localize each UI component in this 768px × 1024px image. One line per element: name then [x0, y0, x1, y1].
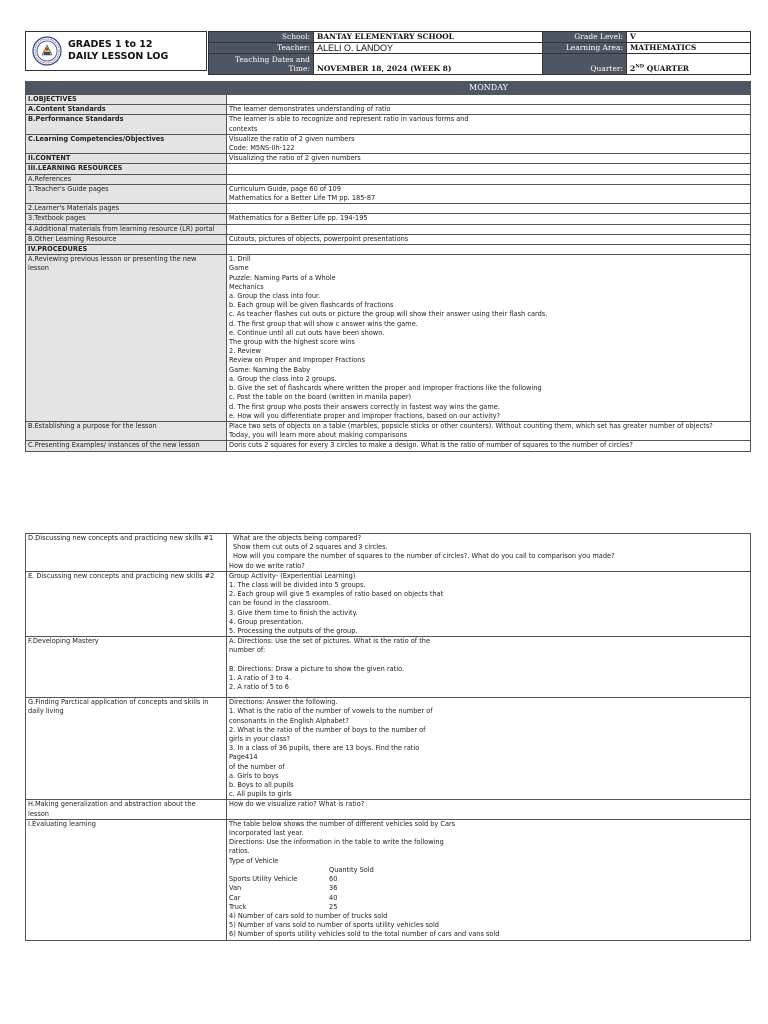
- proc-g-line: consonants in the English Alphabet?: [229, 716, 349, 725]
- proc-e-line: 2. Each group will give 5 examples of ratio based on objects that: [229, 590, 444, 599]
- row-performance-standards: [26, 115, 751, 134]
- procedure-h-value: How do we visualize ratio? What is ratio?: [227, 800, 751, 819]
- tg-line: Curriculum Guide, page 60 of 109: [229, 184, 341, 193]
- teachers-guide-value: [227, 184, 751, 203]
- proc-i-question: 5) Number of vans sold to number of sports utility vehicles sold: [229, 921, 439, 930]
- procedure-f-value: [227, 637, 751, 698]
- proc-i-question: 6) Number of sports utility vehicles sold to the total number of cars and vans sold: [229, 930, 500, 939]
- vehicle-qty: 25: [329, 902, 338, 911]
- proc-f-line: 2. A ratio of 5 to 6: [229, 683, 289, 692]
- performance-standards-label: B.Performance Standards: [26, 115, 227, 134]
- proc-g-line: 3. In a class of 36 pupils, there are 13 boys. Find the ratio: [229, 744, 420, 753]
- other-resource-value: Cutouts, pictures of objects, powerpoint presentations: [227, 234, 751, 244]
- proc-g-line: girls in your class?: [229, 735, 290, 744]
- proc-g-line: 1. What is the ratio of the number of vowels to the number of: [229, 707, 433, 716]
- proc-d-line: How will you compare the number of squares to the number of circles?. What do you call to comparison you made?: [233, 552, 615, 561]
- procedure-g-value: [227, 698, 751, 800]
- objectives-label: I.OBJECTIVES: [26, 95, 227, 105]
- teacher-value: ALELI O. LANDOY: [314, 43, 543, 54]
- procedure-a-label: [26, 255, 227, 422]
- performance-line: contexts: [229, 124, 258, 133]
- proc-i-line: Directions: Use the information in the table to write the following: [229, 838, 444, 847]
- procedure-g-label: [26, 698, 227, 800]
- row-content-standards: [26, 105, 751, 115]
- row-procedure-h: [26, 800, 751, 819]
- procedure-c-value: Doris cuts 2 squares for every 3 circles to make a design. What is the ratio of number of squares to the number of circles?: [227, 441, 751, 451]
- proc-g-line: 2. What is the ratio of the number of boys to the number of: [229, 725, 426, 734]
- proc-a-line: d. The first group that will show c answer wins the game.: [229, 319, 418, 328]
- row-procedure-b: [26, 421, 751, 440]
- procedure-h-label: [26, 800, 227, 819]
- proc-a-line: d. The first group who posts their answers correctly in fastest way wins the game.: [229, 402, 500, 411]
- row-resources: [26, 164, 751, 174]
- procedure-b-label: B.Establishing a purpose for the lesson: [26, 421, 227, 440]
- header-title-box: [25, 31, 207, 71]
- proc-i-question: 4) Number of cars sold to number of trucks sold: [229, 911, 388, 920]
- dates-label: [209, 54, 314, 75]
- proc-i-line: ratios.: [229, 847, 250, 856]
- content-standards-value: The learner demonstrates understanding of ratio: [227, 105, 751, 115]
- procedure-d-label: D.Discussing new concepts and practicing new skills #1: [26, 534, 227, 572]
- grade-label: Grade Level:: [543, 32, 627, 43]
- proc-e-line: 4. Group presentation.: [229, 617, 304, 626]
- vehicle-row: [229, 875, 748, 884]
- textbook-label: 3.Textbook pages: [26, 214, 227, 224]
- vehicle-name: Car: [229, 893, 241, 902]
- procedure-g-label-line: G.Finding Parctical application of concepts and skills in: [28, 698, 209, 707]
- procedure-e-value: [227, 571, 751, 636]
- procedure-d-value: [227, 534, 751, 572]
- procedure-h-label-line: H.Making generalization and abstraction about the: [28, 800, 196, 809]
- log-title: [68, 39, 168, 63]
- procedure-i-label: I.Evaluating learning: [26, 819, 227, 940]
- procedure-a-label-line: lesson: [28, 264, 49, 273]
- content-label: II.CONTENT: [26, 154, 227, 164]
- title-daily-lesson-log: DAILY LESSON LOG: [68, 51, 169, 62]
- proc-a-line: The group with the highest score wins: [229, 338, 355, 347]
- proc-a-line: b. Each group will be given flashcards of fractions: [229, 301, 394, 310]
- vehicle-name: Truck: [229, 902, 247, 911]
- proc-i-line: Incorporated last year.: [229, 829, 304, 838]
- proc-a-line: e. How will you differentiate proper and improper fractions, based on our activity?: [229, 411, 501, 420]
- header-info-table: [208, 31, 751, 75]
- proc-f-line: [229, 656, 748, 665]
- proc-a-line: c. As teacher flashes cut outs or picture the group will show their answer using their flash cards.: [229, 310, 548, 319]
- vehicle-name: Van: [229, 884, 242, 893]
- proc-a-line: 1. Drill: [229, 255, 251, 264]
- proc-e-line: Group Activity- (Experiential Learning): [229, 571, 356, 580]
- proc-a-line: Game: Naming the Baby: [229, 365, 311, 374]
- proc-a-line: e. Continue until all cut outs have been shown.: [229, 328, 385, 337]
- performance-line: The learner is able to recognize and represent ratio in various forms and: [229, 115, 469, 124]
- quarter-number: 2: [630, 64, 636, 73]
- other-resource-label: B.Other Learning Resource: [26, 234, 227, 244]
- proc-a-line: Puzzle: Naming Parts of a Whole: [229, 273, 336, 282]
- deped-seal-icon: [32, 36, 62, 66]
- vehicle-row: [229, 884, 748, 893]
- vehicle-qty: 60: [329, 875, 338, 884]
- proc-g-line: of the number of: [229, 762, 285, 771]
- procedure-e-label: E. Discussing new concepts and practicing new skills #2: [26, 571, 227, 636]
- proc-g-line: Directions: Answer the following.: [229, 698, 338, 707]
- competencies-label: C.Learning Competencies/Objectives: [26, 134, 227, 153]
- quarter-value: [627, 54, 751, 75]
- row-procedure-g: [26, 698, 751, 800]
- competency-line: Visualize the ratio of 2 given numbers: [229, 134, 355, 143]
- competency-code: Code: M5NS-IIh-122: [229, 144, 295, 153]
- proc-f-line: B. Directions: Draw a picture to show the given ratio.: [229, 664, 405, 673]
- teacher-label: Teacher:: [209, 43, 314, 54]
- references-label: A.References: [26, 174, 227, 184]
- row-procedure-d: [26, 534, 751, 572]
- proc-d-line: What are the objects being compared?: [233, 534, 362, 542]
- row-procedure-a: [26, 255, 751, 422]
- performance-standards-value: [227, 115, 751, 134]
- procedure-f-label: F.Developing Mastery: [26, 637, 227, 698]
- proc-g-line: a. Girls to boys: [229, 771, 279, 780]
- row-procedure-e: [26, 571, 751, 636]
- vehicle-qty: 40: [329, 893, 338, 902]
- grade-value: V: [627, 32, 751, 43]
- proc-g-line: c. All pupils to girls: [229, 790, 292, 799]
- area-value: MATHEMATICS: [627, 43, 751, 54]
- procedure-b-value: [227, 421, 751, 440]
- row-references: [26, 174, 751, 184]
- procedure-c-label: C.Presenting Examples/ instances of the new lesson: [26, 441, 227, 451]
- dates-label-line2: Time:: [288, 64, 310, 73]
- proc-d-line: How do we write ratio?: [229, 561, 305, 570]
- lesson-table-part1: [25, 81, 751, 452]
- competencies-value: [227, 134, 751, 153]
- area-label: Learning Area:: [543, 43, 627, 54]
- row-textbook: [26, 214, 751, 224]
- teachers-guide-label: 1.Teacher's Guide pages: [26, 184, 227, 203]
- row-teachers-guide: [26, 184, 751, 203]
- title-grades: GRADES 1 to 12: [68, 39, 153, 50]
- school-value: BANTAY ELEMENTARY SCHOOL: [314, 32, 543, 43]
- textbook-value: Mathematics for a Better Life pp. 194-195: [227, 214, 751, 224]
- proc-e-line: 3. Give them time to finish the activity.: [229, 608, 358, 617]
- procedures-label: IV.PROCEDURES: [26, 245, 227, 255]
- procedure-h-label-line: lesson: [28, 809, 49, 818]
- row-lr-portal: [26, 224, 751, 234]
- procedure-a-label-line: A.Reviewing previous lesson or presenting the new: [28, 255, 197, 264]
- school-label: School:: [209, 32, 314, 43]
- proc-g-line: Page414: [229, 753, 258, 762]
- dates-label-line1: Teaching Dates and: [234, 55, 310, 64]
- quarter-word: QUARTER: [644, 64, 690, 73]
- vehicle-type-header: Type of Vehicle: [229, 856, 279, 865]
- day-header: MONDAY: [227, 82, 751, 95]
- proc-e-line: 5. Processing the outputs of the group.: [229, 627, 358, 636]
- row-procedures: [26, 245, 751, 255]
- row-procedure-i: [26, 819, 751, 940]
- proc-a-line: Review on Proper and Improper Fractions: [229, 356, 365, 365]
- procedure-g-label-line: daily living: [28, 707, 64, 716]
- vehicle-row: [229, 894, 748, 903]
- quarter-suffix: ND: [635, 63, 645, 70]
- proc-a-line: a. Group the class into 2 groups.: [229, 374, 337, 383]
- day-header-row: [26, 82, 751, 95]
- proc-i-line: The table below shows the number of different vehicles sold by Cars: [229, 819, 456, 828]
- resources-label: III.LEARNING RESOURCES: [26, 164, 227, 174]
- proc-f-line: A. Directions: Use the set of pictures. What is the ratio of the: [229, 637, 431, 646]
- row-content: [26, 154, 751, 164]
- proc-a-line: a. Group the class into four.: [229, 292, 321, 301]
- quarter-label: Quarter:: [543, 54, 627, 75]
- proc-a-line: 2. Review: [229, 347, 261, 356]
- tg-line: Mathematics for a Better Life TM pp. 185-87: [229, 194, 376, 203]
- proc-e-line: can be found in the classroom.: [229, 599, 331, 608]
- content-value: Visualizing the ratio of 2 given numbers: [227, 154, 751, 164]
- vehicle-row: [229, 903, 748, 912]
- row-procedure-f: [26, 637, 751, 698]
- proc-a-line: Mechanics: [229, 282, 264, 291]
- proc-d-line: Show them cut outs of 2 squares and 3 circles.: [233, 543, 388, 552]
- content-standards-label: A.Content Standards: [26, 105, 227, 115]
- proc-f-line: number of:: [229, 646, 266, 655]
- vehicle-name: Sports Utility Vehicle: [229, 875, 298, 884]
- procedure-i-value: [227, 819, 751, 940]
- row-procedure-c: [26, 441, 751, 451]
- learners-materials-label: 2.Learner's Materials pages: [26, 204, 227, 214]
- quantity-sold-header: Quantity Sold: [329, 865, 374, 874]
- proc-a-line: Game: [229, 264, 249, 273]
- proc-b-line: Today, you will learn more about making comparisons: [229, 431, 408, 440]
- row-learners-materials: [26, 204, 751, 214]
- row-other-resource: [26, 234, 751, 244]
- proc-f-line: 1. A ratio of 3 to 4.: [229, 674, 292, 683]
- proc-a-line: b. Give the set of flashcards where written the proper and improper fractions like the following: [229, 384, 542, 393]
- procedure-a-value: [227, 255, 751, 422]
- proc-e-line: 1. The class will be divided into 5 groups.: [229, 581, 366, 590]
- lr-portal-label: 4.Additional materials from learning resource (LR) portal: [26, 224, 227, 234]
- dates-value: NOVEMBER 18, 2024 (WEEK 8): [314, 54, 543, 75]
- vehicle-qty: 36: [329, 884, 338, 893]
- row-objectives: [26, 95, 751, 105]
- proc-g-line: b. Boys to all pupils: [229, 781, 294, 790]
- row-competencies: [26, 134, 751, 153]
- proc-a-line: c. Post the table on the board (written in manila paper): [229, 393, 412, 402]
- lesson-table-part2: [25, 533, 751, 941]
- proc-b-line: Place two sets of objects on a table (marbles, popsicle sticks or other counters). Without counting them, which set has greater number of objects?: [229, 421, 713, 430]
